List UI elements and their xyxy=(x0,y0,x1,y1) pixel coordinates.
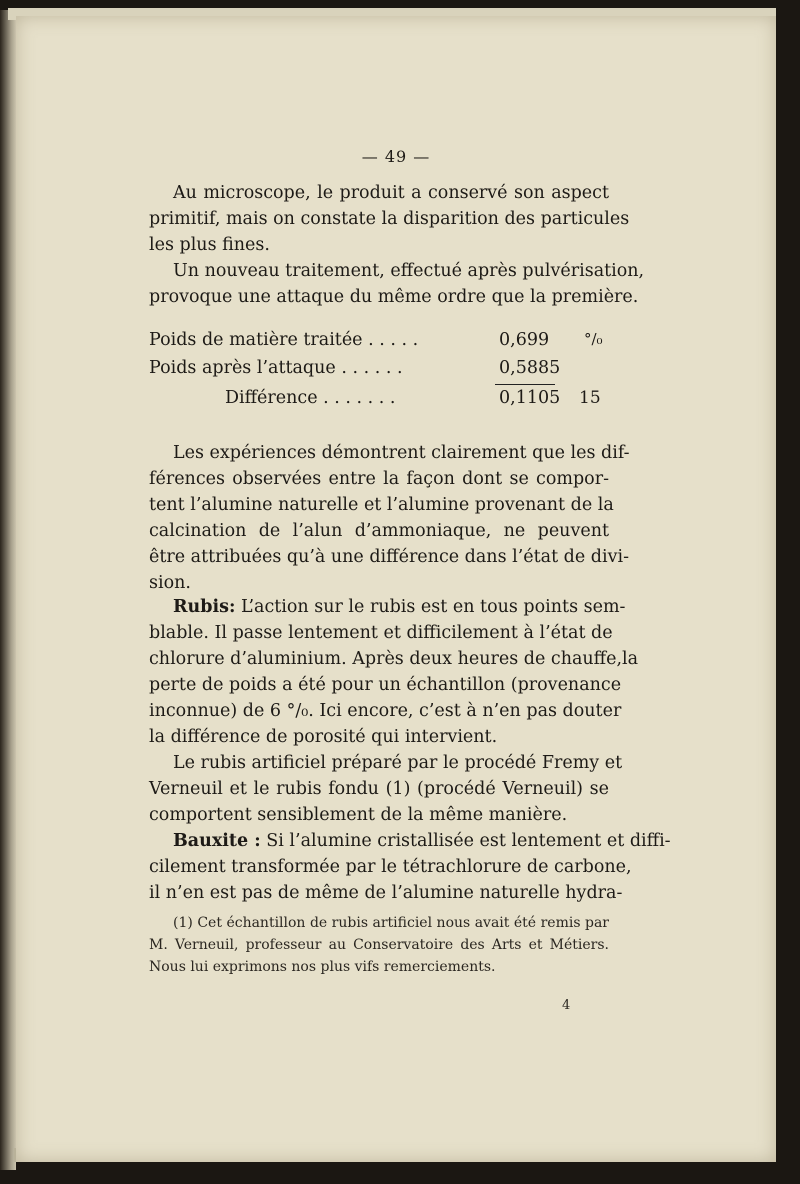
text-line: perte de poids a été pour un échantillon (provenance xyxy=(149,675,622,695)
text-run: Si l’alumine cristallisée est lentement et diffi- xyxy=(260,831,671,851)
text-line: calcination de l’alun d’ammoniaque, ne peuvent xyxy=(149,521,609,541)
sum-rule xyxy=(495,384,555,385)
row-label: Poids de matière traitée . . . . . xyxy=(149,330,419,350)
paragraph-bauxite xyxy=(149,828,671,906)
text-line: les plus fines. xyxy=(149,235,270,255)
signature-mark: 4 xyxy=(562,998,571,1013)
text-line: tent l’alumine naturelle et l’alumine provenant de la xyxy=(149,495,614,515)
footnote-line: Nous lui exprimons nos plus vifs remerciements. xyxy=(149,959,496,975)
text-line: la différence de porosité qui intervient. xyxy=(149,727,498,747)
previous-page-edge xyxy=(0,10,16,1170)
page-number-header: — 49 — xyxy=(361,147,431,166)
text-line: cilement transformée par le tétrachlorure de carbone, xyxy=(149,857,632,877)
percent-unit: °/₀ xyxy=(584,330,603,348)
text-line: Le rubis artificiel préparé par le procédé Fremy et xyxy=(173,753,623,773)
text-line: inconnue) de 6 °/₀. Ici encore, c’est à n’en pas douter xyxy=(149,701,622,721)
text-line xyxy=(149,594,626,620)
row-value: 0,1105 xyxy=(499,388,561,408)
text-line: Au microscope, le produit a conservé son aspect xyxy=(173,183,609,203)
row-percentage: 15 xyxy=(579,388,601,408)
text-line: chlorure d’aluminium. Après deux heures de chauffe,la xyxy=(149,649,639,669)
text-line xyxy=(149,828,671,854)
text-line: il n’en est pas de même de l’alumine naturelle hydra- xyxy=(149,883,623,903)
paragraph-rubis-artificiel xyxy=(149,750,623,828)
paragraph-new-treatment xyxy=(149,258,645,310)
text-line: Verneuil et le rubis fondu (1) (procédé Verneuil) se xyxy=(149,779,609,799)
paragraph-microscope xyxy=(149,180,630,258)
text-line: blable. Il passe lentement et difficilement à l’état de xyxy=(149,623,613,643)
text-line: être attribuées qu’à une différence dans l’état de divi- xyxy=(149,547,630,567)
row-label: Différence . . . . . . . xyxy=(225,388,396,408)
book-page xyxy=(16,16,776,1162)
row-value: 0,699 xyxy=(499,330,550,350)
text-line: férences observées entre la façon dont se compor- xyxy=(149,469,609,489)
footnote xyxy=(149,912,609,978)
footnote-line: (1) Cet échantillon de rubis artificiel nous avait été remis par xyxy=(173,915,609,931)
row-label: Poids après l’attaque . . . . . . xyxy=(149,358,403,378)
paragraph-experiences xyxy=(149,440,630,596)
text-run: L’action sur le rubis est en tous points sem- xyxy=(235,597,626,617)
text-line: provoque une attaque du même ordre que la première. xyxy=(149,287,639,307)
paragraph-rubis xyxy=(149,594,639,750)
rubis-heading: Rubis: xyxy=(173,597,236,617)
text-line: Les expériences démontrent clairement que les dif- xyxy=(173,443,630,463)
text-line: primitif, mais on constate la disparition des particules xyxy=(149,209,630,229)
bauxite-heading: Bauxite : xyxy=(173,831,261,851)
text-line: comportent sensiblement de la même manière. xyxy=(149,805,568,825)
footnote-line: M. Verneuil, professeur au Conservatoire des Arts et Métiers. xyxy=(149,937,609,953)
row-value: 0,5885 xyxy=(499,358,561,378)
text-line: Un nouveau traitement, effectué après pulvérisation, xyxy=(173,261,645,281)
text-line: sion. xyxy=(149,573,191,593)
